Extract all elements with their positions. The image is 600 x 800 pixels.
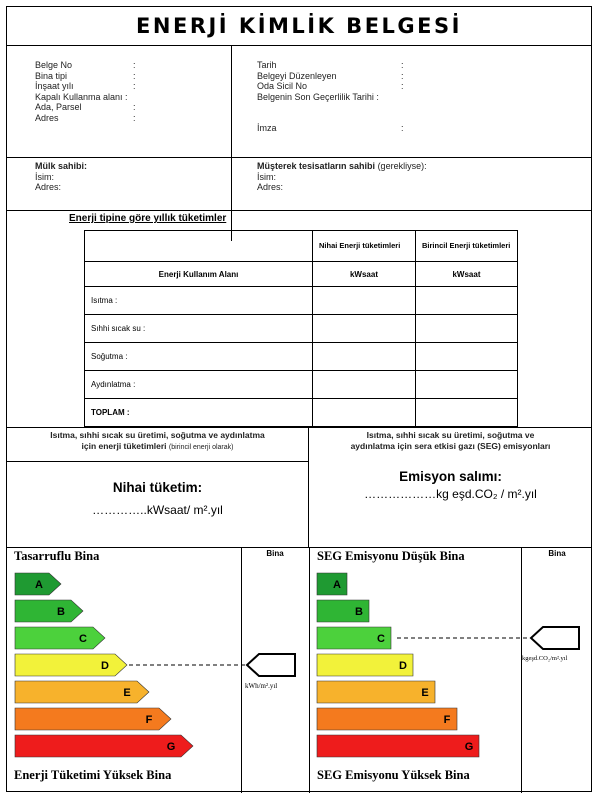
rating-letter-e: E [421, 687, 429, 699]
emission-rating-scale [309, 547, 593, 793]
value-cell [416, 287, 518, 315]
joint-owner-note: (gerekliyse): [377, 161, 427, 171]
row-label-sicak-su: Sıhhi sıcak su : [85, 315, 313, 343]
table-row [85, 343, 518, 371]
value-cell [416, 315, 518, 343]
colon: : [133, 81, 136, 91]
rating-bar-g [317, 735, 479, 757]
rating-letter-e: E [123, 687, 131, 699]
table-row [85, 315, 518, 343]
value-cell [313, 343, 416, 371]
joint-owner-heading: Müşterek tesisatların sahibi [257, 161, 376, 171]
value-cell [416, 343, 518, 371]
info-label-bina-tipi: Bina tipi [35, 70, 68, 81]
info-divider [231, 45, 232, 241]
info-left-colons [133, 60, 136, 123]
info-label-duzenleyen: Belgeyi Düzenleyen [257, 70, 337, 81]
value-cell [416, 399, 518, 427]
column-usage-area: Enerji Kullanım Alanı [85, 262, 313, 287]
emission-unit-label: kgeşd.CO₂/m².yıl [522, 655, 568, 662]
emission-scale-bottom-label: SEG Emisyonu Yüksek Bina [317, 768, 470, 782]
row-label-sogutma: Soğutma : [85, 343, 313, 371]
info-label-oda-sicil: Oda Sicil No [257, 81, 308, 91]
energy-bina-label: Bina [266, 549, 284, 558]
info-label-ada-parsel: Ada, Parsel [35, 102, 82, 112]
section-divider [7, 157, 591, 158]
colon: : [133, 60, 136, 70]
info-label-tarih: Tarih [257, 60, 277, 70]
colon: : [401, 70, 404, 81]
colon: : [401, 81, 404, 91]
owner-block [35, 161, 87, 193]
value-cell [416, 371, 518, 399]
emission-bina-label: Bina [548, 549, 566, 558]
colon: : [133, 70, 136, 81]
final-consumption-value: …………..kWsaat/ m².yıl [92, 503, 223, 517]
rating-letter-g: G [166, 741, 176, 753]
caption-divider [7, 461, 308, 462]
info-label-gecerlilik: Belgenin Son Geçerlilik Tarihi : [257, 91, 379, 102]
unit-kwsaat: kWsaat [416, 262, 518, 287]
emission-caption [308, 430, 593, 451]
consumption-table [84, 230, 518, 427]
emission-caption-line-1: Isıtma, sıhhi sıcak su üretimi, soğutma ve [366, 430, 535, 440]
certificate-page [6, 6, 592, 792]
rating-letter-b: B [57, 606, 65, 618]
colon: : [401, 60, 404, 70]
emission-scale-top-label: SEG Emisyonu Düşük Bina [317, 549, 465, 563]
row-label-aydinlatma: Aydınlatma : [85, 371, 313, 399]
final-caption-line-2: için enerji tüketimleri [81, 440, 167, 451]
value-cell [313, 399, 416, 427]
colon: : [401, 123, 404, 133]
energy-scale-top-label: Tasarruflu Bina [14, 549, 100, 563]
building-rating-marker [531, 627, 579, 649]
value-cell [313, 315, 416, 343]
energy-scale-bottom-label: Enerji Tüketimi Yüksek Bina [14, 768, 172, 782]
final-consumption-label: Nihai tüketim: [112, 480, 203, 495]
rating-letter-b: B [355, 606, 363, 618]
value-cell [313, 371, 416, 399]
joint-owner-name-label: İsim: [257, 171, 276, 182]
rating-bar-b [15, 600, 83, 622]
info-label-belge-no: Belge No [35, 60, 73, 70]
column-final-energy: Nihai Enerji tüketimleri [313, 231, 416, 262]
rating-bar-c [15, 627, 105, 649]
rating-letter-f: F [443, 714, 451, 726]
rating-letter-f: F [145, 714, 153, 726]
info-label-kapali-alan: Kapalı Kullanma alanı : [35, 91, 128, 102]
owner-name-label: İsim: [35, 171, 54, 182]
row-label-isitma: Isıtma : [85, 287, 313, 315]
final-caption [7, 430, 308, 453]
table-row [85, 399, 518, 427]
rating-bar-a [317, 573, 347, 595]
unit-kwsaat: kWsaat [313, 262, 416, 287]
row-label-toplam: TOPLAM : [85, 399, 313, 427]
table-row [85, 371, 518, 399]
rating-letter-a: A [333, 579, 341, 591]
building-rating-marker [247, 654, 295, 676]
rating-letter-c: C [79, 633, 87, 645]
rating-bar-f [317, 708, 457, 730]
section-divider [7, 427, 591, 428]
rating-letter-a: A [35, 579, 43, 591]
owner-heading: Mülk sahibi: [35, 161, 88, 171]
rating-letter-g: G [464, 741, 474, 753]
rating-letter-d: D [101, 660, 109, 672]
energy-rating-scale [7, 547, 309, 793]
info-label-insaat-yili: İnşaat yılı [35, 81, 74, 91]
emission-caption-line-2: aydınlatma için sera etkisi gazı (SEG) emisyonları [350, 440, 551, 451]
rating-letter-d: D [399, 660, 407, 672]
info-right-colons [401, 60, 404, 92]
emission-value: ………………kg eşd.CO₂ / m².yıl [364, 487, 537, 501]
rating-letter-c: C [377, 633, 385, 645]
info-right-block [257, 60, 379, 102]
section-divider [7, 210, 591, 211]
info-label-imza: İmza [257, 123, 277, 133]
info-label-adres: Adres [35, 112, 59, 123]
colon: : [133, 112, 136, 123]
document-title: ENERJİ KİMLİK BELGESİ [7, 7, 591, 46]
rating-bar-e [317, 681, 435, 703]
value-cell [313, 287, 416, 315]
column-primary-energy: Birincil Enerji tüketimleri [416, 231, 518, 262]
rating-bar-d [15, 654, 127, 676]
joint-owner-address-label: Adres: [257, 182, 284, 192]
owner-address-label: Adres: [35, 182, 62, 192]
consumption-heading: Enerji tipine göre yıllık tüketimler [69, 213, 227, 224]
final-caption-line-1: Isıtma, sıhhi sıcak su üretimi, soğutma ve aydınlatma [50, 430, 265, 440]
final-caption-note: (birincil enerji olarak) [168, 443, 234, 451]
info-left-block [35, 60, 128, 123]
emission-label: Emisyon salımı: [399, 469, 502, 484]
joint-owner-block [257, 161, 427, 193]
energy-unit-label: kWh/m².yıl [245, 682, 278, 690]
table-row [85, 287, 518, 315]
colon: : [133, 102, 136, 112]
